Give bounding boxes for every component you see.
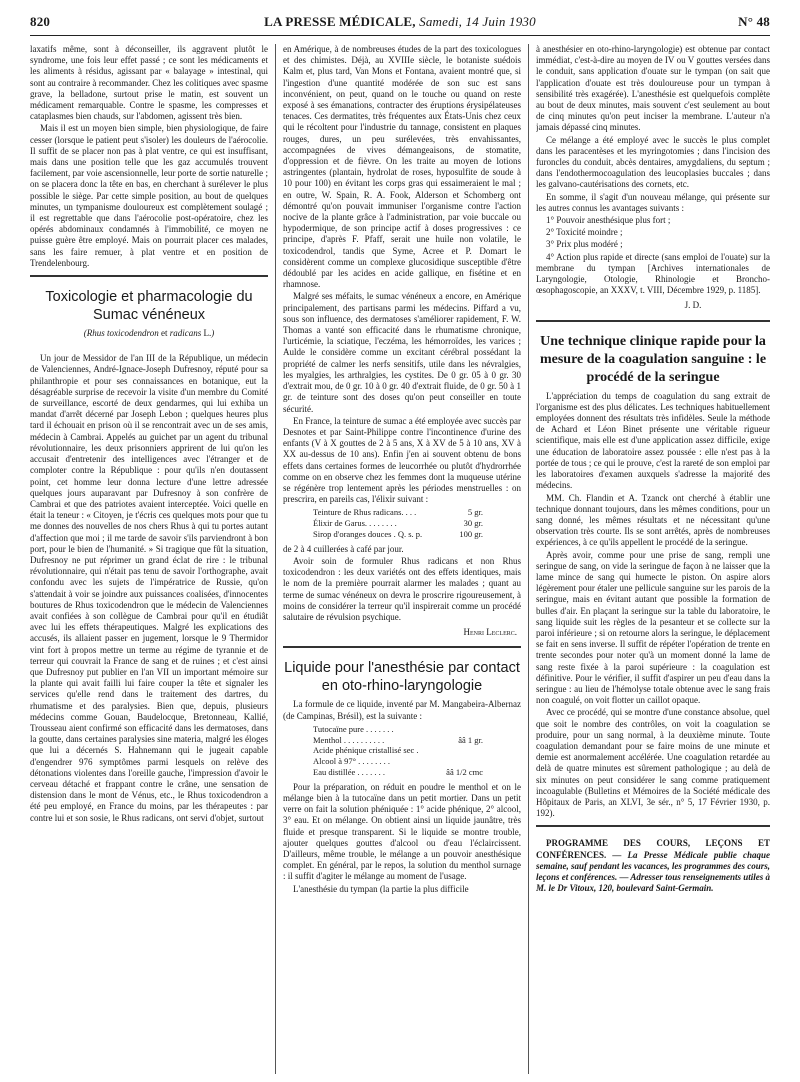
section-rule bbox=[283, 646, 521, 651]
paragraph: Mais il est un moyen bien simple, bien physiologique, de faire cesser (lorsque le patient peut s'isoler) les douleurs de l'aérocolie. Il suffit de se placer non pas à plat ventre, ce qui est insuffisant, mais dans une position telle que les gaz accumulés trouvent facilement, par voie ascensionnelle, leur porte de sortie naturelle ; on se placera donc la tête en bas, en cherchant à surélever le plus possible le siège. Par cette simple position, au bout de quelques minutes, un tympanisme douloureux est complètement soulagé ; il est regrettable que dans l'aérocolie post-opératoire, chez les opérés abdominaux condamnés à l'immobilité, ce moyen ne puisse guère être employé. Mais on pourrait placer ces malades, sans les faire remuer, à plat ventre et en position de Trendelenbourg. bbox=[30, 123, 268, 268]
column-divider bbox=[275, 44, 276, 1074]
column-1 bbox=[30, 44, 268, 1074]
section-rule bbox=[536, 320, 770, 325]
column-3 bbox=[536, 44, 770, 1074]
list-item: 3° Prix plus modéré ; bbox=[546, 239, 623, 250]
signature: J. D. bbox=[684, 300, 702, 311]
paragraph: Après avoir, comme pour une prise de sang, rempli une seringue de sang, on vide la seringue de façon à ne laisser que la lame mince de sang qui humecte le piston. On aspire alors légèrement pour étaler une pellicule sanguine sur les parois de la seringue, mais en évitant autant que possible la formation de bulles d'air. En plaçant la seringue sur la table du laboratoire, le sang liquide suit les règles de la pesanteur et se collecte sur la paroi inférieure ; si on retourne alors la seringue, le déplacement se fait en sens inverse. Il suffit de répéter l'opération de trente en trente secondes pour noter qu'à un moment donné la lame de sang reste fixée à la paroi supérieure : la coagulation est définitive. Pour le vérifier, il suffit d'aspirer un peu d'eau dans la seringue : au lieu de l'hémolyse totale obtenue avec le sang frais non coagulé, on voit flotter un caillot opaque. bbox=[536, 549, 770, 706]
column-2 bbox=[283, 44, 521, 1074]
subtitle-part: radicans bbox=[169, 328, 202, 339]
paragraph: MM. Ch. Flandin et A. Tzanck ont cherché à établir une technique donnant toujours, dans les mêmes conditions, pour un sang donné, les mêmes résultats et ne nécessitant qu'une observation très courte. Ils se sont arrêtés, après de nombreuses expériences, à ce qu'ils appellent le procédé de la seringue. bbox=[536, 492, 770, 548]
page-header bbox=[30, 14, 770, 32]
article-title: Toxicologie et pharmacologie du Sumac vénéneux bbox=[45, 289, 253, 324]
article-subtitle: (Rhus toxicodendron et radicans L.) bbox=[83, 328, 215, 339]
ingredient: Élixir de Garus. . . . . . . . bbox=[313, 518, 397, 529]
paragraph: L'anesthésie du tympan (la partie la plus difficile bbox=[293, 883, 469, 894]
list-item: 1° Pouvoir anesthésique plus fort ; bbox=[546, 215, 671, 226]
recipe-line bbox=[313, 735, 483, 746]
quantity: ââ 1 gr. bbox=[458, 734, 483, 745]
paragraph: à anesthésier en oto-rhino-laryngologie) est obtenue par contact immédiat, c'est-à-dire au moyen de IV ou V gouttes versées dans le conduit, sans application d'ouate sur le tympan (on sait que l'application d'ouate est très douloureuse pour un tympan à sensibilité très exagérée). L'anesthésie est quelquefois complète au bout de deux minutes, mais souvent c'est seulement au bout de cinq minutes qu'on peut inciser la membrane. L'auteur n'a jamais dépassé cinq minutes. bbox=[536, 44, 770, 133]
paragraph: Un jour de Messidor de l'an III de la République, un médecin de Valenciennes, André-Ignace-Joseph Dufresnoy, réputé pour sa philanthropie et pour ses connaissances en botanique, eut la désagréable surprise de recevoir la visite d'un membre du Comité de surveillance, escorté de deux gendarmes, qui lui exhiba un mandat d'arrêt décerné par Joseph Lebon ; quelques heures plus tard il échouait en prison où il se rencontrait avec un de ses amis, médecin à Cambrai. Appelés au guichet par un agent du tribunal révolutionnaire, les deux prisonniers apprirent de lui qu'on les accusait d'entretenir des intelligences avec l'étranger et de comploter contre la République : pour qu'ils n'en doutassent point, cet homme leur donna lecture d'une lettre adressée quelques jours auparavant par Dufresnoy à son confrère de Cambrai et que des patriotes avaient interceptée. Voici quelle en était la teneur : « Citoyen, je t'écris ces quelques mots pour que tu me donnes des nouvelles de nos chers Rhus à qui tu portes autant d'affection que moi ; il me tarde de savoir s'ils parviendront à bon port, pour le bien de l'humanité. » Si tragique que fût la situation, Dufresnoy ne put réprimer un grand éclat de rire : le tribunal révolutionnaire, qui n'était pas tenu de savoir l'orthographe, avait confondu avec les sujets de l'impératrice de Russie, qu'on s'attendait à voir se joindre aux puissances coalisées, d'innocentes boutures de Rhus toxicodendron que le médecin de Valenciennes avait confiées à son collègue de Cambrai pour qu'il en étudiât avec lui les effets thérapeutiques. Malgré les explications des accusés, ils allaient passer en jugement, lorsque le 9 Thermidor vint fort à propos mettre un terme au régime de tyrannie et de terreur qui couvrait la France de sang et de ruines ; et c'est ainsi que Dufresnoy put publier en l'an VII un important mémoire sur la plante qui avait failli lui faire couper la tête et signaler les services qu'elle rend dans le traitement des dartres, du rhumatisme et des paralysies. Bien que, depuis, plusieurs médecins comme Gouan, Baudelocque, Bretonneau, Kallié, Trousseau aient confirmé son efficacité dans les dermatoses, dans la goutte, dans certaines paralysies sine materia, malgré les éloges que lui a décernés S. Hahnemann qui le jugeait capable d'engendrer 976 symptômes parmi lesquels on relève des détonations violentes dans l'oreille gauche, l'impression d'avoir le cerveau détaché et frappant contre le crâne, une sensation de distension dans le mont de Vénus, etc., le Rhus toxicodendron a été peu employé, en France du moins, par les thérapeutes : par contre lui et son sosie, le Rhus radicans, ont servi d'objet, surtout bbox=[30, 353, 268, 823]
quantity: 30 gr. bbox=[463, 518, 483, 529]
ingredient: Teinture de Rhus radicans. . . . bbox=[313, 507, 417, 518]
paragraph: Avec ce procédé, qui se montre d'une constance absolue, quel que soit le nombre des contrôles, on voit la coagulation se produire, pour un sang normal, à la deuxième minute. Toute coagulation demandant pour se faire moins de une minute et demie est anormalement accélérée. Une coagulation retardée au delà de quatre minutes est sûrement pathologique ; au delà de six minutes on peut considérer le sang comme pratiquement incoagulable (Bulletins et Mémoires de la Société médicale des Hôpitaux de Paris, an XLVI, 3e sér., n° 5, 17 Février 1930, p. 192). bbox=[536, 707, 770, 819]
signature: Henri Leclerc. bbox=[463, 627, 517, 638]
paragraph: Avoir soin de formuler Rhus radicans et non Rhus toxicodendron : les deux variétés ont des effets identiques, mais le nom de la première pourrait alarmer les malades ; quant au terme de sumac vénéneux on devra le proscrire rigoureusement, à moins de considérer la terreur qu'il inspirerait comme un procédé salutaire de révulsion psychique. bbox=[283, 555, 521, 622]
paragraph: En France, la teinture de sumac a été employée avec succès par Desnotes et par Saint-Philippe contre l'incontinence d'urine des enfants (V à X gouttes de 2 à 5 ans, X à XV de 5 à 10 ans, XV à XX au-dessus de 10 ans). Enfin j'en ai souvent obtenu de bons effets dans certaines formes de leucorrhée ou plutôt d'hydrorrhée comme on en observe chez les femmes dont la muqueuse utérine se régénère trop lentement après les périodes menstruelles : on prescrira, en pareils cas, l'élixir suivant : bbox=[283, 415, 521, 505]
quantity: 5 gr. bbox=[467, 507, 483, 518]
article-title: Une technique clinique rapide pour la mesure de la coagulation sanguine : le procédé de la seringue bbox=[539, 333, 767, 385]
recipe-line bbox=[313, 724, 483, 735]
recipe-line bbox=[313, 767, 483, 778]
ingredient: Menthol . . . . . . . . . . bbox=[313, 734, 385, 745]
recipe-line bbox=[313, 529, 483, 540]
issue-date: Samedi, 14 Juin 1930 bbox=[419, 14, 536, 29]
ingredient: Tutocaïne pure . . . . . . . bbox=[313, 723, 394, 734]
paragraph: Pour la préparation, on réduit en poudre le menthol et on le mélange bien à la tutocaïne dans un petit mortier. Dans un petit verre on fait la solution phéniquée : 1° acide phénique, 2° alcool, 3° eau. Et on mélange. On obtient ainsi un liquide jaunâtre, très fluide et presque transparent. Si le liquide se montre trouble, ajouter quelques gouttes d'alcool ou d'eau l'éclaircissent. D'ailleurs, même trouble, le mélange a un pouvoir anesthésique complet. En général, par le repos, la solution du menthol surnage : il suffit d'agiter le mélange au moment de l'usage. bbox=[283, 781, 521, 882]
article-title: Liquide pour l'anesthésie par contact en oto-rhino-laryngologie bbox=[284, 660, 520, 695]
ingredient: Sirop d'oranges douces . Q. s. p. bbox=[313, 528, 423, 539]
recipe-line bbox=[313, 507, 483, 518]
journal-name: LA PRESSE MÉDICALE, bbox=[264, 14, 416, 29]
section-rule bbox=[30, 275, 268, 280]
subtitle-joiner: et bbox=[158, 328, 170, 339]
subtitle-part: Rhus toxicodendron bbox=[86, 328, 159, 339]
issue-number: N° 48 bbox=[738, 14, 770, 29]
ingredient: Acide phénique cristallisé sec . bbox=[313, 745, 419, 756]
paragraph: L'appréciation du temps de coagulation du sang extrait de l'organisme est des plus délicates. Les techniques habituellement employées donnent des résultats très infidèles. Seule la méthode de Achard et Léon Binet présente une véritable rigueur scientifique, mais elle est d'une application assez difficile, exige une éducation de laboratoire assez poussée : elle n'est pas à la portée de tous ; ce qui le prouve, c'est la rareté de son emploi par les laboratoires d'examen auxquels s'adresse la majorité des médecins. bbox=[536, 390, 770, 491]
recipe-1 bbox=[313, 507, 521, 539]
list-item: 2° Toxicité moindre ; bbox=[546, 227, 623, 238]
quantity: 100 gr. bbox=[459, 528, 483, 539]
header-rule bbox=[30, 35, 770, 36]
ingredient: Alcool à 97° . . . . . . . . bbox=[313, 756, 391, 767]
recipe-line bbox=[313, 756, 483, 767]
section-rule bbox=[536, 825, 770, 830]
recipe-line bbox=[313, 745, 483, 756]
paragraph: en Amérique, à de nombreuses études de la part des toxicologues et des chimistes. Déjà, au XVIIIe siècle, le botaniste suédois Kalm et, plus tard, Van Mons et Fontana, avaient montré que, si l'ingestion d'une quantité modérée de son suc est sans inconvénient, on peut, quand on le touche ou quand on reste exposé à ses émanations, contracter des éruptions érysipélateuses tenaces. Ces dermatites, très fréquentes aux États-Unis chez ceux qui le récoltent pour l'industrie du tannage, consistent en plaques rouges, dures, un peu surélevées, très envahissantes, accompagnées de vives démangeaisons, de stomatite, d'oppression et de fièvre. On les traite au moyen de lotions astringentes (plantain, hydrolat de roses, hyposulfite de soude à 10 pour 100) en évitant les corps gras qui essaimeraient le mal ; en outre, W. Spain, R. A. Fook, Alderson et Schomberg ont démontré qu'on pouvait immuniser l'organisme contre l'action nocive de la plante grâce à l'administration, par voie buccale ou hypodermique, de son principe actif à doses progressives : ce principe, d'après F. Pfaff, serait une huile non volatile, le toxicodendrol, tandis que Syme, Acree et P. Domart le considèrent comme un complexe glucosidique susceptible d'être dédoublé par les acides en acide gallique, en fisétine et en rhamnose. bbox=[283, 44, 521, 290]
paragraph: Malgré ses méfaits, le sumac vénéneux a encore, en Amérique principalement, des partisans parmi les médecins. Piffard a vu, sous son influence, des dermatoses s'améliorer rapidement, F. W. Thomas a vanté son efficacité dans le rhumatisme chronique, l'urticémie, la sciatique, l'eczéma, les hémorroïdes, les varices ; Aulde le considère comme un excitant cérébral possédant la propriété de calmer les nerfs sensitifs, utile dans les névralgies, les myalgies, les arthralgies, les cystites. De 0 gr. 05 à 0 gr. 30 d'extrait mou, de 0 gr. 10 à 0 gr. 40 d'extrait fluide, de 0 gr. 50 à 1 gr. de teinture sont des doses qu'on peut conseiller en toute sécurité. bbox=[283, 291, 521, 414]
paragraph: En somme, il s'agit d'un nouveau mélange, qui présente sur les autres connus les avantages suivants : bbox=[536, 191, 770, 213]
program-heading: PROGRAMME DES COURS, LEÇONS ET CONFÉRENCES. bbox=[536, 838, 770, 860]
page-number: 820 bbox=[30, 14, 51, 29]
recipe-line bbox=[313, 518, 483, 529]
subtitle-end: L. bbox=[201, 328, 212, 339]
program-body: — La Presse Médicale publie chaque semaine, sauf pendant les vacances, les programmes des cours, leçons et conférences. — Adresser tous renseignements utiles à M. le Dr Vitoux, 120, boulevard Saint-Germain. bbox=[536, 849, 770, 894]
program-notice bbox=[536, 838, 770, 894]
ingredient: Eau distillée . . . . . . . bbox=[313, 766, 386, 777]
running-title bbox=[30, 14, 770, 30]
paragraph: laxatifs même, sont à déconseiller, ils aggravent plutôt le syndrome, une fois leur effet passé ; ce sont les médicaments et les aliments à résidus, agissant par « balayage » intestinal, qui sont au contraire à recommander. Chez les colitiques avec spasme grave, la belladone, surtout prise le matin, est souvent un médicament remarquable. Contre le spasme, les compresses et cataplasmes bien chauds, sur l'abdomen, agissent très bien. bbox=[30, 44, 268, 122]
paragraph: La formule de ce liquide, inventé par M. Mangabeira-Albernaz (de Campinas, Brésil), est la suivante : bbox=[283, 699, 521, 721]
column-divider bbox=[528, 44, 529, 1074]
paragraph: de 2 à 4 cuillerées à café par jour. bbox=[283, 543, 404, 554]
recipe-2 bbox=[313, 724, 521, 778]
quantity: ââ 1/2 cmc bbox=[446, 766, 483, 777]
list-item: 4° Action plus rapide et directe (sans emploi de l'ouate) sur la membrane du tympan [Archives internationales de Laryngologie, Otologie, Rhinologie et Broncho-œsophagoscopie, an XXXV, t. VIII, Décembre 1929, p. 1185]. bbox=[536, 251, 770, 296]
paragraph: Ce mélange a été employé avec le succès le plus complet dans les paracentèses et les myringotomies ; dans l'incision des furoncles du conduit, abcès dentaires, amygdaliens, du septum ; dans l'endothermocoagulation des leucoplasies buccales ; dans les galvano-cautérisations des cornets, etc. bbox=[536, 134, 770, 190]
